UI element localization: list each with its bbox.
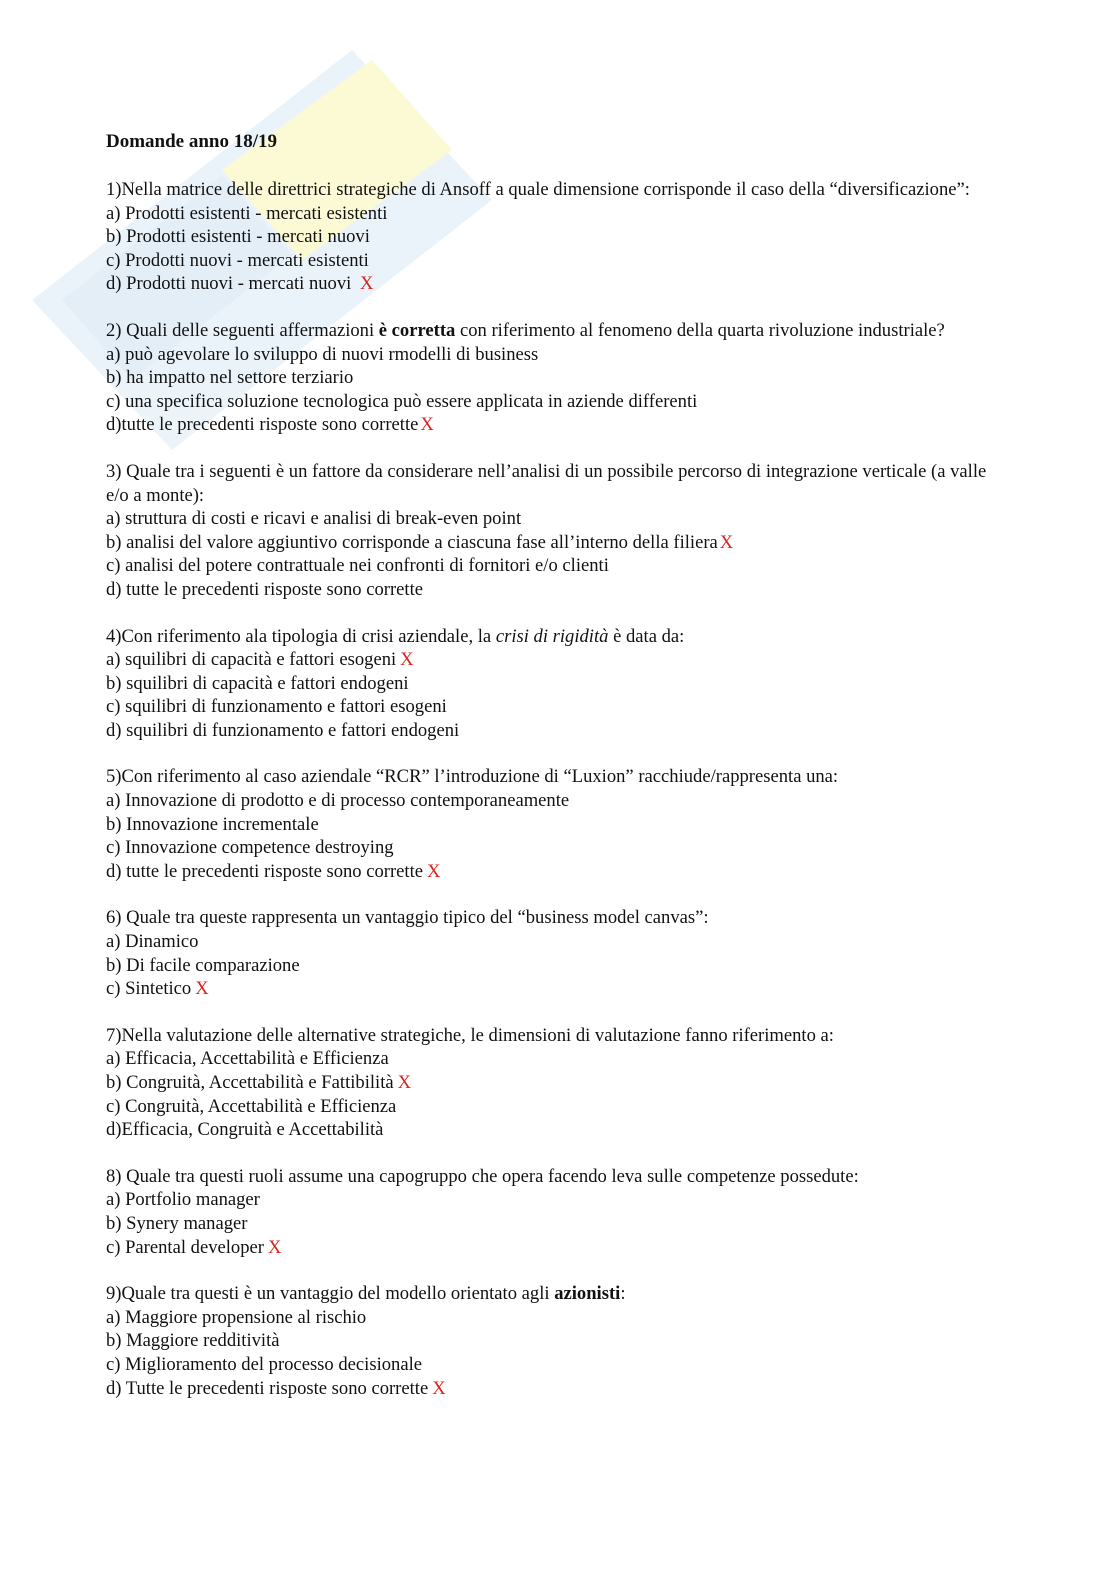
option: c) una specifica soluzione tecnologica può essere applicata in aziende differenti <box>106 390 698 412</box>
correct-answer-mark: X <box>359 273 374 295</box>
page-title: Domande anno 18/19 <box>106 131 278 152</box>
option: a) Portfolio manager <box>106 1189 260 1211</box>
option: b) Prodotti esistenti - mercati nuovi <box>106 226 370 248</box>
correct-answer-mark: X <box>195 978 209 1000</box>
option-correct: c) Sintetico X <box>106 978 209 1000</box>
option: a) può agevolare lo sviluppo di nuovi rmodelli di business <box>106 343 539 365</box>
option: b) squilibri di capacità e fattori endogeni <box>106 672 409 694</box>
bold-emphasis: è corretta <box>378 319 456 341</box>
option-correct: d) Prodotti nuovi - mercati nuovi X <box>106 273 374 295</box>
option: a) Innovazione di prodotto e di processo contemporaneamente <box>106 790 570 812</box>
option: a) Dinamico <box>106 931 199 953</box>
question-text: 7)Nella valutazione delle alternative strategiche, le dimensioni di valutazione fanno riferimento a: <box>106 1024 834 1046</box>
option: c) analisi del potere contrattuale nei confronti di fornitori e/o clienti <box>106 555 609 577</box>
option: c) Innovazione competence destroying <box>106 837 394 859</box>
question-5 <box>106 765 1006 883</box>
option: a) struttura di costi e ricavi e analisi di break-even point <box>106 508 522 530</box>
option-correct: b) Congruità, Accettabilità e Fattibilità X <box>106 1072 412 1093</box>
option-correct: d)tutte le precedenti risposte sono corrette X <box>106 414 434 436</box>
option: b) ha impatto nel settore terziario <box>106 367 354 389</box>
correct-answer-mark: X <box>420 414 434 436</box>
correct-answer-mark: X <box>400 649 414 671</box>
option-correct: b) analisi del valore aggiuntivo corrisponde a ciascuna fase all’interno della filiera X <box>106 531 734 553</box>
question-3 <box>106 460 1006 602</box>
option: d) squilibri di funzionamento e fattori endogeni <box>106 719 460 741</box>
option: b) Maggiore redditività <box>106 1330 280 1352</box>
question-9 <box>106 1282 1006 1400</box>
option: b) Di facile comparazione <box>106 954 300 976</box>
question-1 <box>106 178 1006 296</box>
correct-answer-mark: X <box>432 1377 446 1399</box>
option: b) Synery manager <box>106 1212 248 1234</box>
option: a) Maggiore propensione al rischio <box>106 1306 367 1328</box>
option: d)Efficacia, Congruità e Accettabilità <box>106 1119 384 1141</box>
option: a) Efficacia, Accettabilità e Efficienza <box>106 1048 389 1070</box>
question-8 <box>106 1165 1006 1259</box>
correct-answer-mark: X <box>267 1236 282 1258</box>
option: a) Prodotti esistenti - mercati esistenti <box>106 202 388 224</box>
correct-answer-mark: X <box>397 1072 412 1093</box>
question-text: 8) Quale tra questi ruoli assume una capogruppo che opera facendo leva sulle competenze possedute: <box>106 1165 859 1187</box>
question-text: 6) Quale tra queste rappresenta un vantaggio tipico del “business model canvas”: <box>106 907 709 929</box>
option: c) squilibri di funzionamento e fattori esogeni <box>106 696 447 718</box>
question-text: 2) Quali delle seguenti affermazioni è corretta con riferimento al fenomeno della quarta rivoluzione industriale? <box>106 319 945 341</box>
option-correct: d) tutte le precedenti risposte sono corrette X <box>106 860 441 882</box>
question-text: 1)Nella matrice delle direttrici strategiche di Ansoff a quale dimensione corrisponde il caso della “diversificazione”: <box>106 179 970 200</box>
question-4 <box>106 625 1006 743</box>
option: c) Miglioramento del processo decisionale <box>106 1353 422 1375</box>
question-text: 5)Con riferimento al caso aziendale “RCR” l’introduzione di “Luxion” racchiude/rappresenta una: <box>106 766 839 788</box>
correct-answer-mark: X <box>719 531 734 553</box>
option-correct: a) squilibri di capacità e fattori esogeni X <box>106 649 414 671</box>
correct-answer-mark: X <box>427 860 441 882</box>
option-correct: c) Parental developer X <box>106 1236 282 1258</box>
document-body <box>106 130 1006 1423</box>
bold-emphasis: azionisti <box>554 1283 621 1305</box>
option: c) Prodotti nuovi - mercati esistenti <box>106 249 369 271</box>
question-6 <box>106 906 1006 1000</box>
question-text: 3) Quale tra i seguenti è un fattore da considerare nell’analisi di un possibile percorso di integrazione verticale (a valle e/o a monte): <box>106 460 987 506</box>
option: b) Innovazione incrementale <box>106 813 319 835</box>
option: c) Congruità, Accettabilità e Efficienza <box>106 1095 397 1117</box>
question-2 <box>106 319 1006 437</box>
option: d) tutte le precedenti risposte sono corrette <box>106 578 424 600</box>
question-7 <box>106 1024 1006 1142</box>
italic-emphasis: crisi di rigidità <box>495 625 609 647</box>
question-text: 9)Quale tra questi è un vantaggio del modello orientato agli azionisti: <box>106 1283 626 1305</box>
option-correct: d) Tutte le precedenti risposte sono corrette X <box>106 1377 446 1399</box>
question-text: 4)Con riferimento ala tipologia di crisi aziendale, la crisi di rigidità è data da: <box>106 625 685 647</box>
